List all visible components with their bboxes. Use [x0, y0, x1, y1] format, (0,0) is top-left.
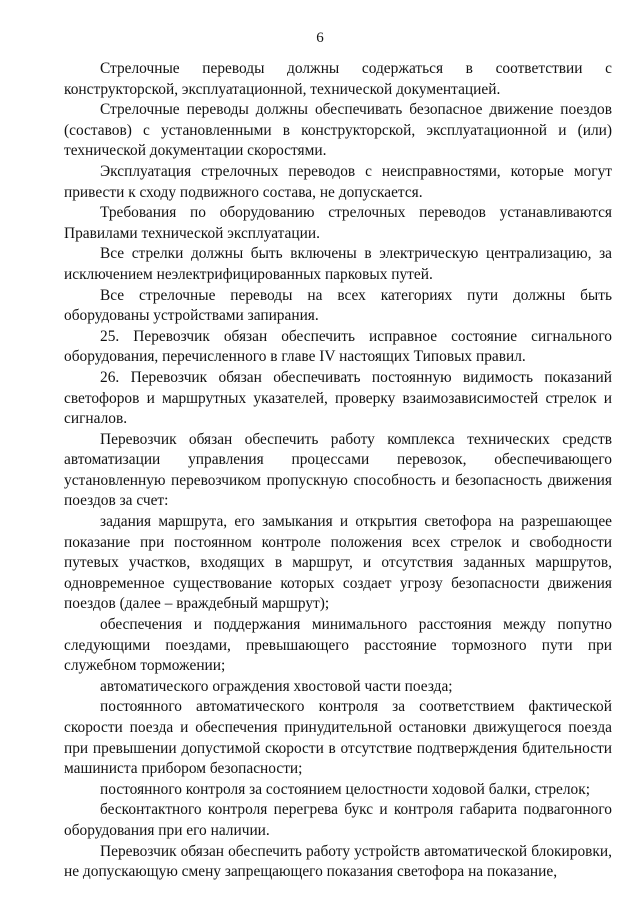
list-item: обеспечения и поддержания минимального расстояния между попутно следующими поездами, превышающего расстояние тормозного пути при служебном торможении; [64, 616, 612, 675]
list-item: автоматического ограждения хвостовой части поезда; [100, 677, 453, 695]
paragraph: Требования по оборудованию стрелочных переводов устанавливаются Правилами технической эксплуатации. [64, 204, 612, 242]
paragraph-section-26: 26. Перевозчик обязан обеспечивать постоянную видимость показаний светофоров и маршрутных указателей, проверку взаимозависимостей стрелок и сигналов. [64, 368, 612, 428]
paragraph: Все стрелки должны быть включены в электрическую централизацию, за исключением неэлектрифицированных парковых путей. [64, 245, 612, 283]
paragraph: Стрелочные переводы должны содержаться в соответствии с конструкторской, эксплуатационной, технической документацией. [64, 60, 612, 98]
list-item: задания маршрута, его замыкания и открытия светофора на разрешающее показание при постоянном контроле положения всех стрелок и свободности путевых участков, входящих в маршрут, и отсутствия заданных маршрутов, одновременное существование которых создает угрозу безопасности движения поездов (далее – враждебный маршрут); [64, 513, 612, 613]
document-body [64, 59, 612, 883]
paragraph-section-25: 25. Перевозчик обязан обеспечить исправное состояние сигнального оборудования, перечисленного в главе IV настоящих Типовых правил. [64, 327, 612, 366]
list-item: постоянного автоматического контроля за соответствием фактической скорости поезда и обеспечения принудительной остановки движущегося поезда при превышении допустимой скорости в отсутствие подтверждения бдительности машиниста прибором безопасности; [64, 698, 612, 778]
paragraph: Перевозчик обязан обеспечить работу устройств автоматической блокировки, не допускающую смену запрещающего показания светофора на показание, [64, 842, 612, 881]
page-number: 6 [316, 30, 324, 46]
list-item: постоянного контроля за состоянием целостности ходовой балки, стрелок; [100, 780, 590, 798]
list-item: бесконтактного контроля перегрева букс и контроля габарита подвагонного оборудования при его наличии. [64, 801, 612, 839]
paragraph: Эксплуатация стрелочных переводов с неисправностями, которые могут привести к сходу подвижного состава, не допускается. [64, 162, 612, 201]
paragraph: Все стрелочные переводы на всех категориях пути должны быть оборудованы устройствами запирания. [64, 286, 612, 325]
paragraph: Перевозчик обязан обеспечить работу комплекса технических средств автоматизации управления процессами перевозок, обеспечивающего установленную перевозчиком пропускную способность и безопасность движения поездов за счет: [64, 430, 612, 510]
paragraph: Стрелочные переводы должны обеспечивать безопасное движение поездов (составов) с установленными в конструкторской, эксплуатационной и (или) технической документации скоростями. [64, 101, 612, 160]
